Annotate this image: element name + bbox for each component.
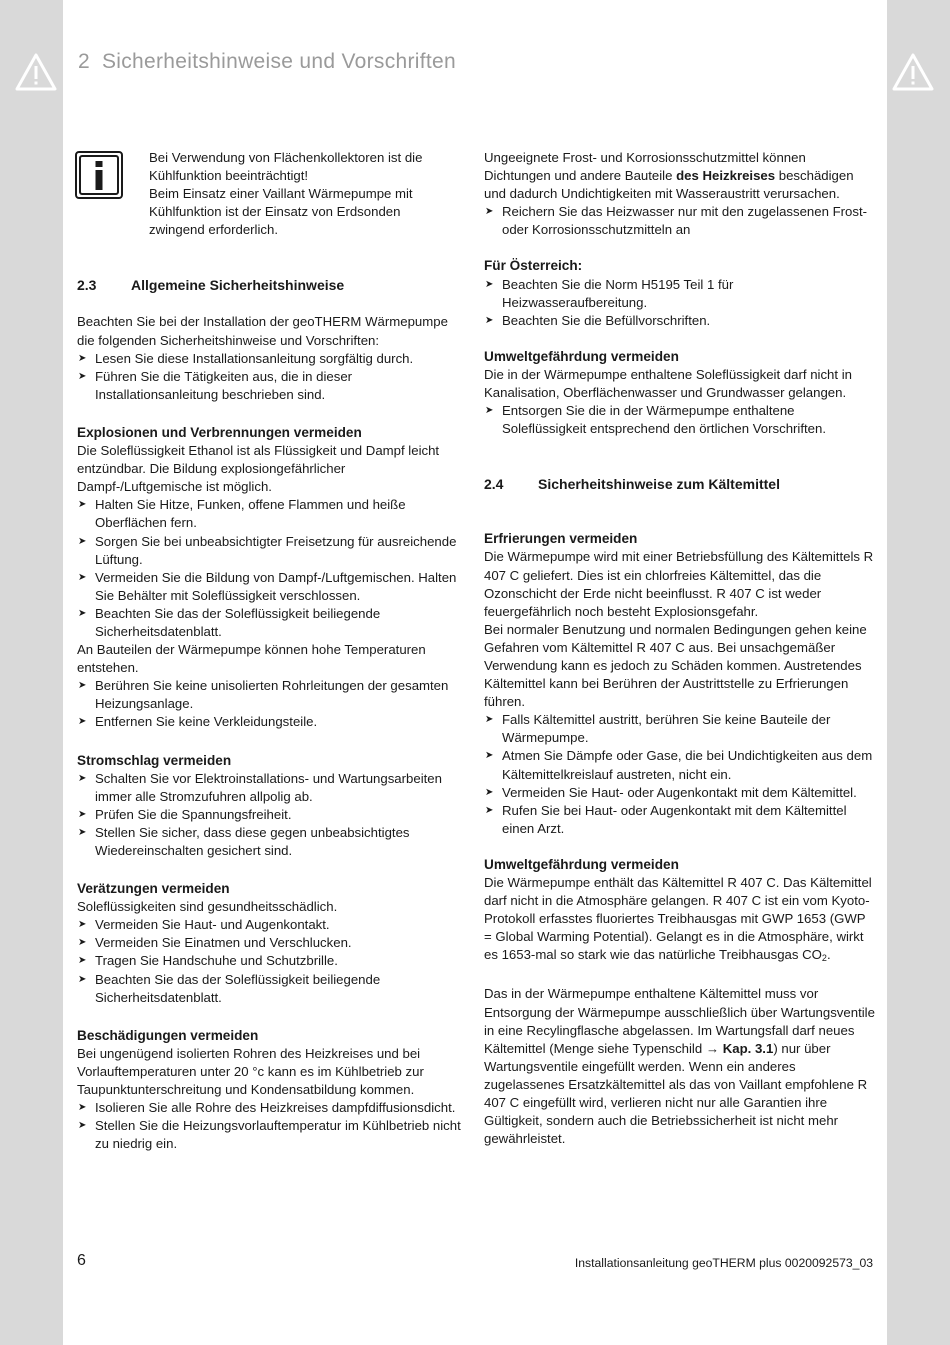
- page-number: 6: [77, 1252, 86, 1269]
- list-item: ➤ Isolieren Sie alle Rohre des Heizkreises dampfdiffusionsdicht.: [77, 1099, 469, 1117]
- bullet-list: [484, 402, 876, 438]
- list-item: ➤ Beachten Sie das der Soleflüssigkeit beiliegende Sicherheitsdatenblatt.: [77, 605, 469, 641]
- subheading: Für Österreich:: [484, 258, 583, 274]
- bullet-list: [77, 916, 469, 1006]
- warning-triangle-icon: [14, 52, 58, 92]
- page-header: [78, 50, 456, 74]
- paragraph: Das in der Wärmepumpe enthaltene Kältemittel muss vor Entsorgung der Wärmepumpe ausschließlich über Wartungsventile in eine Recylingflasche abgelassen. Im Wartungsfall darf neues Kältemittel (Menge siehe Typenschild → Kap. 3.1) nur über Wartungsventile eingefüllt werden. Wenn ein anderes zugelassenes Ersatzkältemittel als das von Vaillant empfohlene R 407 C eingefüllt wird, verlieren nicht nur alle Garantien ihre Gültigkeit, sondern auch die Betriebssicherheit ist nicht mehr gewährleistet.: [484, 986, 875, 1147]
- list-item: ➤ Vermeiden Sie die Bildung von Dampf-/Luftgemischen. Halten Sie Behälter mit Soleflüssigkeit verschlossen.: [77, 569, 469, 605]
- list-item: ➤ Vermeiden Sie Haut- oder Augenkontakt mit dem Kältemittel.: [484, 784, 876, 802]
- list-item: ➤ Stellen Sie die Heizungsvorlauftemperatur im Kühlbetrieb nicht zu niedrig ein.: [77, 1117, 469, 1153]
- list-item: ➤ Falls Kältemittel austritt, berühren Sie keine Bauteile der Wärmepumpe.: [484, 711, 876, 747]
- chapter-reference-link[interactable]: → Kap. 3.1: [705, 1040, 774, 1056]
- bullet-list: [77, 496, 469, 641]
- section-heading-2-3: 2.3 Allgemeine Sicherheitshinweise: [77, 277, 345, 294]
- info-icon: [75, 151, 123, 199]
- info-line: Beim Einsatz einer Vaillant Wärmepumpe mit: [149, 186, 413, 202]
- info-line: Bei Verwendung von Flächenkollektoren ist die: [149, 150, 423, 165]
- subheading: Explosionen und Verbrennungen vermeiden: [77, 424, 362, 440]
- list-item: ➤ Sorgen Sie bei unbeabsichtigter Freisetzung für ausreichende Lüftung.: [77, 533, 469, 569]
- list-item: ➤ Tragen Sie Handschuhe und Schutzbrille.: [77, 952, 469, 970]
- paragraph: Die in der Wärmepumpe enthaltene Soleflüssigkeit darf nicht in Kanalisation, Oberflächenwasser und Grundwasser gelangen.: [484, 366, 852, 401]
- list-item: ➤ Rufen Sie bei Haut- oder Augenkontakt mit dem Kältemittel einen Arzt.: [484, 802, 876, 838]
- list-item: ➤ Lesen Sie diese Installationsanleitung sorgfältig durch.: [77, 350, 469, 368]
- bullet-list: [77, 350, 469, 404]
- list-item: ➤ Berühren Sie keine unisolierten Rohrleitungen der gesamten Heizungsanlage.: [77, 677, 469, 713]
- left-column: [77, 149, 469, 1153]
- subheading: Umweltgefährdung vermeiden: [484, 348, 679, 364]
- paragraph: Die Wärmepumpe enthält das Kältemittel R 407 C. Das Kältemittel darf nicht in die Atmosphäre gelangen. R 407 C ist ein vom Kyoto-Protokoll erfasstes fluoriertes Treibhausgas mit GWP 1653 (GWP = Global Warming Potential). Gelangt es in die Atmosphäre, wirkt es 1653-mal so stark wie das natürliche Treibhausgas $CO_2$.: [484, 875, 872, 964]
- info-line: Kühlfunktion beeinträchtigt!: [149, 168, 309, 184]
- list-item: ➤ Entsorgen Sie die in der Wärmepumpe enthaltene Soleflüssigkeit entsprechend den örtlichen Vorschriften.: [484, 402, 876, 438]
- section-heading-2-4: 2.4 Sicherheitshinweise zum Kältemittel: [484, 476, 780, 493]
- paragraph: An Bauteilen der Wärmepumpe können hohe Temperaturen entstehen.: [77, 642, 426, 676]
- list-item: ➤ Entfernen Sie keine Verkleidungsteile.: [77, 713, 469, 731]
- list-item: ➤ Beachten Sie die Befüllvorschriften.: [484, 312, 876, 330]
- list-item: ➤ Vermeiden Sie Haut- und Augenkontakt.: [77, 916, 469, 934]
- paragraph: Die Soleflüssigkeit Ethanol ist als Flüssigkeit und Dampf leicht entzündbar. Die Bildung explosiongefährlicher Dampf-/Luftgemische ist möglich.: [77, 443, 440, 495]
- bullet-list: [484, 711, 876, 838]
- info-notice: [77, 149, 469, 239]
- list-item: ➤ Führen Sie die Tätigkeiten aus, die in dieser Installationsanleitung beschrieben sind.: [77, 368, 469, 404]
- bullet-list: [484, 203, 876, 239]
- list-item: ➤ Vermeiden Sie Einatmen und Verschlucken.: [77, 934, 469, 952]
- subheading: Stromschlag vermeiden: [77, 752, 232, 768]
- paragraph: Bei normaler Benutzung und normalen Bedingungen gehen keine Gefahren vom Kältemittel R 407 C aus. Bei unsachgemäßer Verwendung kann es jedoch zu Schäden kommen. Austretendes Kältemittel kann bei Berühren der Austrittstelle zu Erfrierungen führen.: [484, 621, 867, 710]
- list-item: ➤ Halten Sie Hitze, Funken, offene Flammen und heiße Oberflächen fern.: [77, 496, 469, 532]
- subheading: Erfrierungen vermeiden: [484, 531, 638, 547]
- bullet-list: [77, 1099, 469, 1153]
- paragraph: Die Wärmepumpe wird mit einer Betriebsfüllung des Kältemittels R 407 C geliefert. Dies ist ein chlorfreies Kältemittel, das die Ozonschicht der Erde nicht beeinflusst. R 407 C ist weder feuergefährlich noch besteht Explosionsgefahr.: [484, 549, 874, 619]
- list-item: ➤ Schalten Sie vor Elektroinstallations- und Wartungsarbeiten immer alle Stromzufuhren allpolig ab.: [77, 770, 469, 806]
- section-number: 2: [78, 50, 90, 73]
- list-item: ➤ Reichern Sie das Heizwasser nur mit den zugelassenen Frost- oder Korrosionsschutzmitteln an: [484, 203, 876, 239]
- list-item: ➤ Prüfen Sie die Spannungsfreiheit.: [77, 806, 469, 824]
- list-item: ➤ Beachten Sie das der Soleflüssigkeit beiliegende Sicherheitsdatenblatt.: [77, 971, 469, 1007]
- subheading: Umweltgefährdung vermeiden: [484, 856, 679, 872]
- warning-triangle-icon: [891, 52, 935, 92]
- bullet-list: [77, 770, 469, 860]
- bullet-list: [484, 276, 876, 330]
- subheading: Beschädigungen vermeiden: [77, 1027, 259, 1043]
- bullet-list: [77, 677, 469, 731]
- list-item: ➤ Stellen Sie sicher, dass diese gegen unbeabsichtigtes Wiedereinschalten gesichert sind.: [77, 824, 469, 860]
- section-title: Sicherheitshinweise und Vorschriften: [101, 50, 456, 73]
- right-column: [484, 149, 876, 1148]
- paragraph: Beachten Sie bei der Installation der geoTHERM Wärmepumpe die folgenden Sicherheitshinweise und Vorschriften:: [77, 314, 448, 348]
- info-line: zwingend erforderlich.: [149, 222, 279, 238]
- footer-document-id: Installationsanleitung geoTHERM plus 0020092573_03: [574, 1256, 873, 1270]
- paragraph: Soleflüssigkeiten sind gesundheitsschädlich.: [77, 899, 338, 915]
- info-line: Kühlfunktion ist der Einsatz von Erdsonden: [149, 204, 401, 220]
- subheading: Verätzungen vermeiden: [77, 881, 230, 897]
- paragraph: Ungeeignete Frost- und Korrosionsschutzmittel können Dichtungen und andere Bauteile des Heizkreises beschädigen und dadurch Undichtigkeiten mit Wasseraustritt verursachen.: [484, 150, 854, 202]
- list-item: ➤ Beachten Sie die Norm H5195 Teil 1 für Heizwasseraufbereitung.: [484, 276, 876, 312]
- paragraph: Bei ungenügend isolierten Rohren des Heizkreises und bei Vorlauftemperaturen unter 20 °c kann es im Kühlbetrieb zur Taupunktunterschreitung und Kondensatbildung kommen.: [77, 1045, 424, 1098]
- list-item: ➤ Atmen Sie Dämpfe oder Gase, die bei Undichtigkeiten aus dem Kältemittelkreislauf austreten, nicht ein.: [484, 747, 876, 783]
